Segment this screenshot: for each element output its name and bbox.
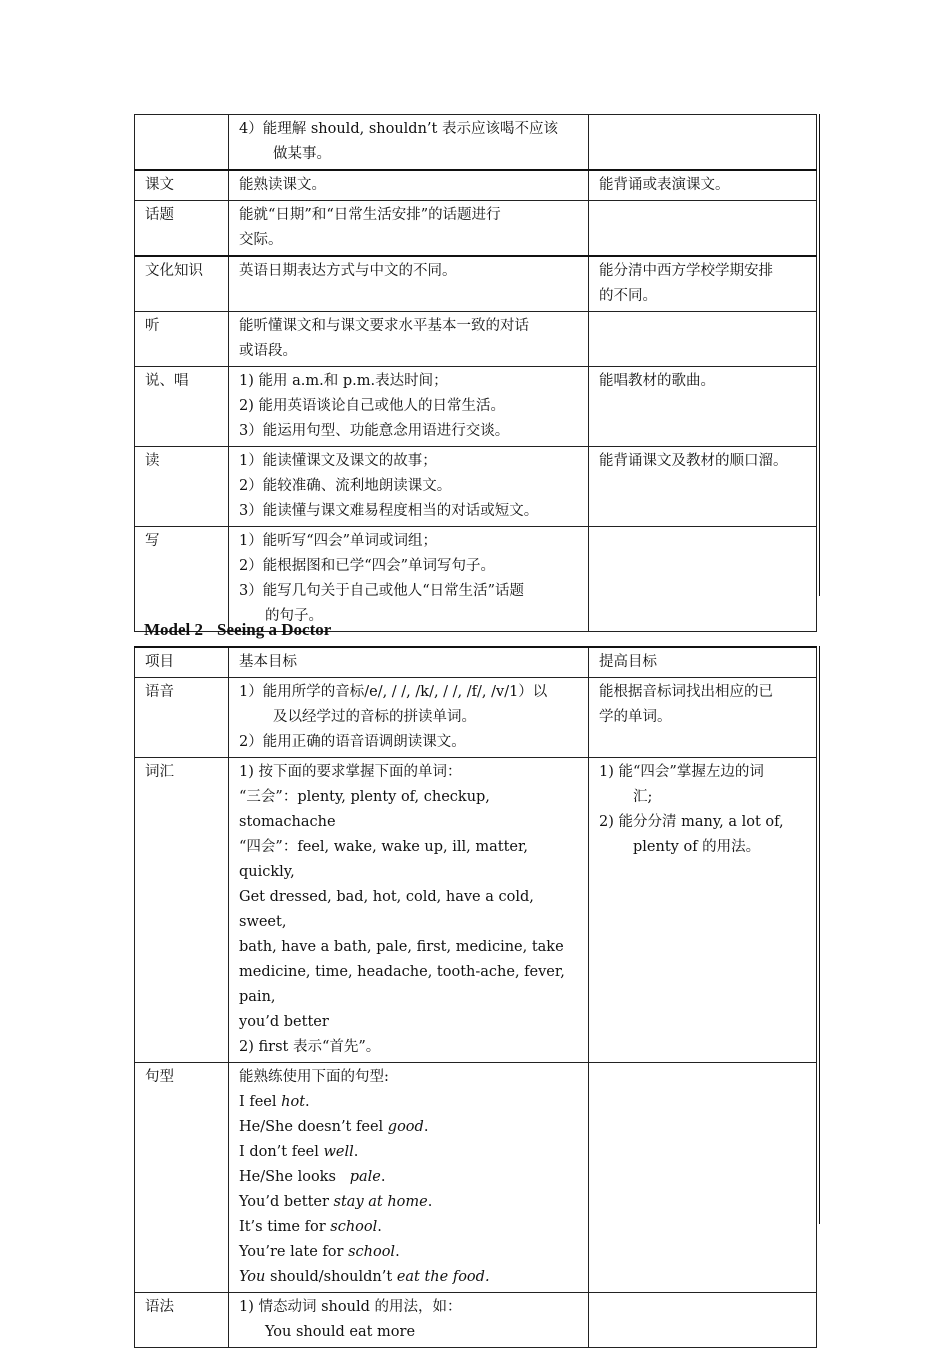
advanced-cell <box>589 1063 817 1293</box>
section-title <box>144 620 331 640</box>
basic-cell: 能听懂课文和与课文要求水平基本一致的对话 或语段。 <box>229 312 589 367</box>
sentence-pattern: I feel hot. <box>239 1094 310 1110</box>
item-cell: 文化知识 <box>135 256 229 312</box>
table-row <box>135 1063 817 1293</box>
table-2-right-rule <box>819 646 820 1224</box>
advanced-cell <box>589 201 817 257</box>
item-cell: 词汇 <box>135 758 229 1063</box>
advanced-cell <box>589 527 817 632</box>
basic-cell: 能熟练使用下面的句型: I feel hot. He/She doesn’t feel good. I don’t feel well. He/She looks pale. You’d better stay at home. It’s time for school. You’re late for school. You should/shouldn’t eat the food. <box>229 1063 589 1293</box>
basic-cell: 1）能听写“四会”单词或词组； 2）能根据图和已学“四会”单词写句子。 3）能写几句关于自己或他人“日常生活”话题 的句子。 <box>229 527 589 632</box>
item-cell <box>135 115 229 171</box>
advanced-cell <box>589 115 817 171</box>
basic-cell: 1) 能用 a.m.和 p.m.表达时间； 2) 能用英语谈论自己或他人的日常生活。 3）能运用句型、功能意念用语进行交谈。 <box>229 367 589 447</box>
table-row <box>135 447 817 527</box>
basic-cell: 能熟读课文。 <box>229 170 589 201</box>
basic-cell: 1）能用所学的音标/e/, / /, /k/, / /, /f/, /v/1）以 及以经学过的音标的拼读单词。 2）能用正确的语音语调朗读课文。 <box>229 678 589 758</box>
table-header-row <box>135 647 817 678</box>
advanced-cell <box>589 1293 817 1348</box>
item-cell: 话题 <box>135 201 229 257</box>
sentence-pattern: You’re late for school. <box>239 1244 400 1260</box>
item-cell: 说、唱 <box>135 367 229 447</box>
basic-cell: 1) 情态动词 should 的用法，如： You should eat more <box>229 1293 589 1348</box>
table-row <box>135 115 817 171</box>
advanced-cell: 能根据音标词找出相应的已 学的单词。 <box>589 678 817 758</box>
item-cell: 语音 <box>135 678 229 758</box>
table-row <box>135 170 817 201</box>
basic-cell: 1）能读懂课文及课文的故事； 2）能较准确、流利地朗读课文。 3）能读懂与课文难易程度相当的对话或短文。 <box>229 447 589 527</box>
advanced-cell <box>589 312 817 367</box>
sentence-pattern: I don’t feel well. <box>239 1144 359 1160</box>
goals-table-1 <box>134 114 817 632</box>
header-item: 项目 <box>135 647 229 678</box>
table-row <box>135 758 817 1063</box>
advanced-cell: 能唱教材的歌曲。 <box>589 367 817 447</box>
advanced-cell: 能背诵课文及教材的顺口溜。 <box>589 447 817 527</box>
item-cell: 句型 <box>135 1063 229 1293</box>
advanced-cell: 能分清中西方学校学期安排 的不同。 <box>589 256 817 312</box>
item-cell: 写 <box>135 527 229 632</box>
table-row <box>135 312 817 367</box>
sentence-pattern: It’s time for school. <box>239 1219 382 1235</box>
table-row <box>135 678 817 758</box>
sentence-pattern: He/She doesn’t feel good. <box>239 1119 429 1135</box>
table-row <box>135 256 817 312</box>
item-cell: 读 <box>135 447 229 527</box>
sentence-pattern: You’d better stay at home. <box>239 1194 433 1210</box>
basic-cell: 4）能理解 should, shouldn’t 表示应该喝不应该 做某事。 <box>229 115 589 171</box>
header-advanced: 提高目标 <box>589 647 817 678</box>
table-row <box>135 367 817 447</box>
table-row <box>135 527 817 632</box>
table-row <box>135 1293 817 1348</box>
item-cell: 听 <box>135 312 229 367</box>
item-cell: 语法 <box>135 1293 229 1348</box>
table-1-right-rule <box>819 114 820 596</box>
basic-cell: 英语日期表达方式与中文的不同。 <box>229 256 589 312</box>
advanced-cell: 1) 能“四会”掌握左边的词 汇; 2) 能分分清 many, a lot of, plenty of 的用法。 <box>589 758 817 1063</box>
goals-table-2 <box>134 646 817 1348</box>
basic-cell: 能就“日期”和“日常生活安排”的话题进行 交际。 <box>229 201 589 257</box>
sentence-pattern: You should/shouldn’t eat the food. <box>239 1269 490 1285</box>
model-title: Seeing a Doctor <box>217 620 332 639</box>
table-row <box>135 201 817 257</box>
advanced-cell: 能背诵或表演课文。 <box>589 170 817 201</box>
item-cell: 课文 <box>135 170 229 201</box>
model-label: Model 2 <box>144 620 204 639</box>
header-basic: 基本目标 <box>229 647 589 678</box>
basic-cell: 1) 按下面的要求掌握下面的单词： “三会”：plenty, plenty of, checkup, stomachache “四会”：feel, wake, wake up, ill, matter, quickly, Get dressed, bad, hot, cold, have a cold, sweet, bath, have a bath, pale, first, medicine, take medicine, time, headache, tooth-ache, fever, pain, you’d better 2) first 表示“首先”。 <box>229 758 589 1063</box>
sentence-pattern: He/She looks pale. <box>239 1169 386 1185</box>
